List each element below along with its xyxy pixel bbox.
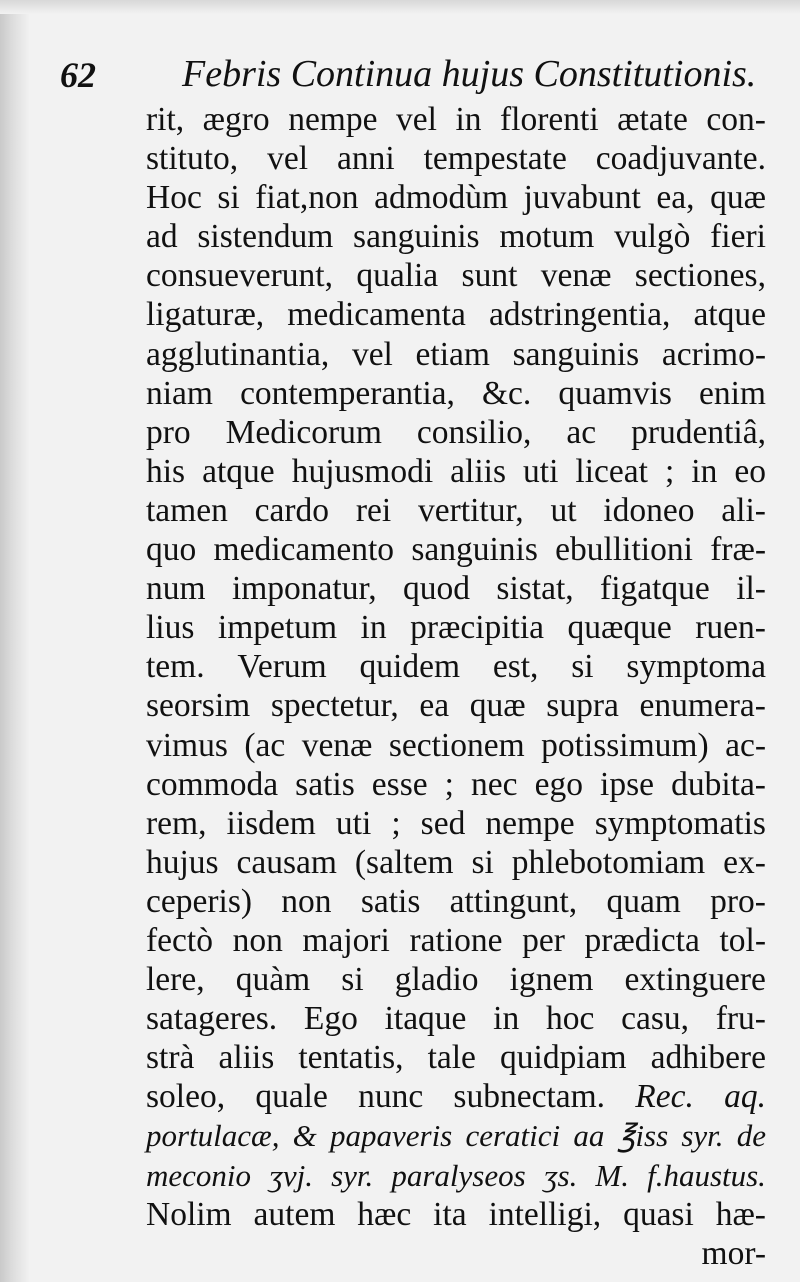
- word: tol-: [719, 921, 766, 959]
- word: ego: [534, 765, 583, 803]
- word: phlebotomiam: [511, 843, 706, 881]
- word: liceat: [575, 452, 648, 490]
- word: his: [146, 452, 186, 490]
- word: vel: [267, 140, 309, 178]
- word: sunt: [461, 257, 518, 295]
- word: si: [571, 648, 594, 686]
- word: ac: [566, 413, 597, 451]
- word: nunc: [358, 1078, 424, 1116]
- word: Verum: [237, 648, 327, 686]
- word: atque: [693, 296, 766, 334]
- word: præcipitia: [410, 609, 545, 647]
- word: hæc: [357, 1195, 412, 1233]
- word: fiat,non: [255, 179, 359, 217]
- word: ʒs.: [543, 1157, 578, 1193]
- word: papaveris: [329, 1118, 453, 1154]
- word: ʒvj.: [269, 1157, 313, 1193]
- word: nec: [471, 765, 518, 803]
- word: ceperis): [146, 882, 253, 920]
- running-head: Febris Continua hujus Constitutionis.: [182, 53, 757, 95]
- text-line: [146, 843, 766, 882]
- word: consueverunt,: [146, 257, 333, 295]
- gutter-shadow: [0, 0, 30, 1282]
- word: syr.: [331, 1157, 374, 1193]
- word: vertitur,: [418, 491, 524, 529]
- word: lius: [146, 609, 195, 647]
- word: est,: [492, 648, 539, 686]
- word: ægro: [202, 101, 270, 138]
- word: sanguinis: [411, 531, 538, 569]
- word: potissimum): [541, 726, 709, 764]
- word: enim: [699, 374, 766, 412]
- word: cardo: [254, 491, 330, 529]
- word: adhibere: [650, 1039, 766, 1077]
- text-line: [146, 608, 766, 647]
- word: commoda: [146, 765, 279, 803]
- word: enumera-: [639, 687, 766, 725]
- word: sectionem: [388, 726, 525, 764]
- word: tale: [427, 1039, 476, 1077]
- top-edge-shadow: [0, 0, 800, 14]
- catchword-line: [146, 1234, 766, 1273]
- text-line: [146, 686, 766, 725]
- word: il-: [736, 570, 766, 608]
- word: contemperantia,: [240, 374, 455, 412]
- word: impetum: [217, 609, 338, 647]
- word: ;: [391, 804, 401, 842]
- word: ita: [433, 1195, 467, 1233]
- word: M.: [595, 1157, 629, 1193]
- word: attingunt,: [449, 882, 578, 920]
- word: sistendum: [197, 218, 334, 256]
- word: agglutinantia,: [146, 335, 330, 373]
- word: tem.: [146, 648, 205, 686]
- word: nempe: [485, 804, 575, 842]
- word: fræ-: [710, 531, 766, 569]
- word: fectò: [146, 921, 213, 959]
- word: ex-: [723, 843, 766, 881]
- word: satis: [295, 765, 355, 803]
- word: quæ: [469, 687, 526, 725]
- word: adstringentia,: [488, 296, 671, 334]
- word: quàm: [235, 961, 311, 999]
- word: Medicorum: [225, 413, 382, 451]
- word: per: [522, 921, 565, 959]
- word: rit,: [146, 101, 185, 138]
- word: consilio,: [416, 413, 532, 451]
- word: ac-: [725, 726, 766, 764]
- word: rei: [355, 491, 392, 529]
- word: imponatur,: [231, 570, 377, 608]
- word: vel: [351, 335, 393, 373]
- word: quidpiam: [500, 1039, 627, 1077]
- text-line: [146, 491, 766, 530]
- word: acrimo-: [661, 335, 766, 373]
- text-line: [146, 374, 766, 413]
- word: ratione: [409, 921, 503, 959]
- word: extinguere: [624, 961, 766, 999]
- word: ea,: [656, 179, 695, 217]
- word: non: [281, 882, 332, 920]
- word: vulgò: [614, 218, 691, 256]
- word: ruen-: [695, 609, 766, 647]
- word: iisdem: [226, 804, 316, 842]
- word: ;: [444, 765, 454, 803]
- word: spectetur,: [270, 687, 399, 725]
- word: &: [292, 1118, 317, 1154]
- word: hujusmodi: [291, 452, 434, 490]
- body-text: [146, 100, 766, 1273]
- word: niam: [146, 374, 213, 412]
- word: Ego: [303, 1000, 358, 1038]
- word: f.haustus.: [647, 1157, 766, 1193]
- word: ignem: [509, 961, 594, 999]
- word: syr.: [681, 1118, 724, 1154]
- word: etiam: [415, 335, 490, 373]
- text-line: [146, 1077, 766, 1116]
- text-line: [146, 1116, 766, 1155]
- text-line: [146, 100, 766, 139]
- word: eo: [734, 452, 766, 490]
- word: ipse: [600, 765, 655, 803]
- word: gladio: [394, 961, 479, 999]
- word: supra: [546, 687, 619, 725]
- word: florenti: [500, 101, 599, 138]
- word: dubita-: [671, 765, 766, 803]
- word: ebullitioni: [555, 531, 693, 569]
- text-line: [146, 1156, 766, 1195]
- word: medicamenta: [287, 296, 466, 334]
- text-line: [146, 921, 766, 960]
- word: si: [341, 961, 364, 999]
- word: paralyseos: [391, 1157, 526, 1193]
- word: hoc: [545, 1000, 595, 1038]
- word: intelligi,: [488, 1195, 602, 1233]
- word: prædicta: [584, 921, 700, 959]
- text-line: [146, 726, 766, 765]
- word: ali-: [721, 491, 766, 529]
- word: satageres.: [146, 1000, 278, 1038]
- word: sed: [420, 804, 466, 842]
- catchword: mor-: [701, 1234, 766, 1272]
- word: rem,: [146, 804, 207, 842]
- word: (saltem: [354, 843, 454, 881]
- word: tamen: [146, 491, 228, 529]
- text-line: [146, 530, 766, 569]
- word: causam: [236, 843, 337, 881]
- word: motum: [499, 218, 595, 256]
- word: symptoma: [626, 648, 766, 686]
- word: ea: [419, 687, 450, 725]
- text-line: [146, 647, 766, 686]
- word: pro-: [710, 882, 766, 920]
- word: fru-: [715, 1000, 766, 1038]
- word: in: [455, 101, 482, 138]
- word: pro: [146, 413, 191, 451]
- word: sanguinis: [512, 335, 640, 373]
- word: nempe: [288, 101, 378, 138]
- word: non: [232, 921, 283, 959]
- text-line: [146, 1038, 766, 1077]
- page-number: 62: [60, 55, 96, 95]
- word: anni: [336, 140, 395, 178]
- word: idoneo: [603, 491, 695, 529]
- word: sistat,: [496, 570, 574, 608]
- word: uti: [523, 452, 559, 490]
- word: portulacæ,: [146, 1118, 280, 1154]
- word: stituto,: [146, 140, 239, 178]
- word: quidem: [359, 648, 461, 686]
- text-line: [146, 256, 766, 295]
- word: in: [493, 1000, 520, 1038]
- word: sanguinis: [353, 218, 480, 256]
- word: ad: [146, 218, 178, 256]
- word: esse: [371, 765, 428, 803]
- text-line: [146, 413, 766, 452]
- text-line: [146, 335, 766, 374]
- word: quæque: [567, 609, 672, 647]
- word: admodùm: [374, 179, 509, 217]
- word: quam: [606, 882, 681, 920]
- text-line: [146, 999, 766, 1038]
- text-line: [146, 765, 766, 804]
- word: satis: [360, 882, 421, 920]
- text-line: [146, 452, 766, 491]
- word: si: [217, 179, 240, 217]
- word: ceratici: [465, 1118, 561, 1154]
- word: num: [146, 570, 206, 608]
- word: subnectam.: [453, 1078, 606, 1116]
- word: strà: [146, 1039, 195, 1077]
- word: con-: [706, 101, 766, 138]
- text-line: [146, 882, 766, 921]
- text-line: [146, 804, 766, 843]
- word: meconio: [146, 1157, 252, 1193]
- word: vel: [396, 101, 437, 138]
- word: coadjuvante.: [595, 140, 766, 178]
- word: ligaturæ,: [146, 296, 265, 334]
- word: quo: [146, 531, 197, 569]
- word: hujus: [146, 843, 219, 881]
- word: aliis: [218, 1039, 275, 1077]
- word: quale: [255, 1078, 328, 1116]
- word: venæ: [301, 726, 373, 764]
- word: juvabunt: [523, 179, 641, 217]
- page-header: [0, 48, 800, 98]
- word: &c.: [482, 374, 532, 412]
- word: symptomatis: [594, 804, 766, 842]
- word: quasi: [623, 1195, 694, 1233]
- word: tempestate: [423, 140, 567, 178]
- word: aq.: [724, 1078, 766, 1116]
- word: Rec.: [635, 1078, 694, 1116]
- text-line: [146, 295, 766, 334]
- word: si: [471, 843, 494, 881]
- text-line: [146, 1195, 766, 1234]
- word: sectiones,: [634, 257, 766, 295]
- word: quamvis: [558, 374, 672, 412]
- text-line: [146, 139, 766, 178]
- text-line: [146, 569, 766, 608]
- word: ut: [550, 491, 577, 529]
- word: qualia: [356, 257, 439, 295]
- word: de: [736, 1118, 766, 1154]
- word: Nolim: [146, 1195, 232, 1233]
- word: autem: [253, 1195, 336, 1233]
- word: quæ: [710, 179, 766, 217]
- word: fieri: [710, 218, 766, 256]
- word: soleo,: [146, 1078, 226, 1116]
- word: seorsim: [146, 687, 251, 725]
- word: ℥iss: [617, 1118, 669, 1154]
- word: aliis: [450, 452, 506, 490]
- word: lere,: [146, 961, 205, 999]
- word: tentatis,: [298, 1039, 404, 1077]
- word: atque: [202, 452, 275, 490]
- word: majori: [302, 921, 390, 959]
- word: in: [360, 609, 387, 647]
- text-line: [146, 217, 766, 256]
- word: itaque: [384, 1000, 467, 1038]
- word: casu,: [621, 1000, 689, 1038]
- text-line: [146, 960, 766, 999]
- word: figatque: [600, 570, 710, 608]
- word: ;: [664, 452, 675, 490]
- text-line: [146, 178, 766, 217]
- word: prudentiâ,: [631, 413, 766, 451]
- word: medicamento: [213, 531, 395, 569]
- word: aa: [573, 1118, 605, 1154]
- word: ætate: [617, 101, 688, 138]
- word: venæ: [540, 257, 612, 295]
- word: vimus: [146, 726, 228, 764]
- word: uti: [335, 804, 372, 842]
- word: hæ-: [715, 1195, 766, 1233]
- word: (ac: [244, 726, 286, 764]
- word: in: [691, 452, 718, 490]
- word: quod: [403, 570, 471, 608]
- word: Hoc: [146, 179, 202, 217]
